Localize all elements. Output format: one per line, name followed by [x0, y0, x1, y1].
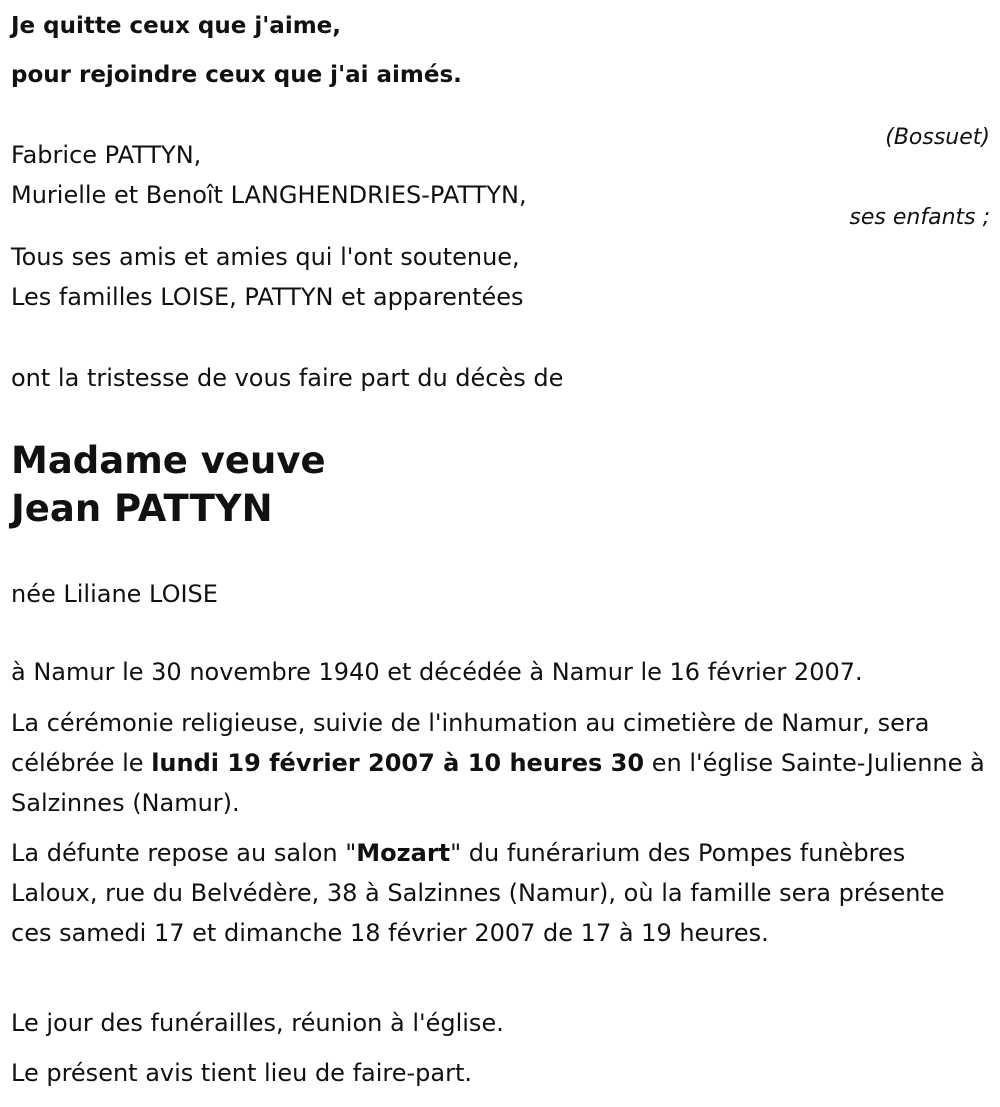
visitation-salon: Mozart — [356, 839, 451, 867]
ceremony-text-after: en l'église Sainte-Julienne à Salzinnes (Namur). — [11, 749, 985, 817]
children-line-2: Murielle et Benoît LANGHENDRIES-PATTYN, — [11, 181, 527, 209]
funeral-day-paragraph: Le jour des funérailles, réunion à l'église. — [11, 1009, 504, 1037]
children-line-1: Fabrice PATTYN, — [11, 141, 202, 169]
others-line-2: Les familles LOISE, PATTYN et apparentées — [11, 283, 524, 311]
ceremony-paragraph — [11, 703, 986, 823]
dates-paragraph: à Namur le 30 novembre 1940 et décédée à Namur le 16 février 2007. — [11, 658, 863, 686]
born-name: née Liliane LOISE — [11, 580, 218, 608]
others-line-1: Tous ses amis et amies qui l'ont soutenue, — [11, 243, 520, 271]
visitation-text-after: " du funérarium des Pompes funèbres Laloux, rue du Belvédère, 38 à Salzinnes (Namur), où la famille sera présente ces samedi 17 et dimanche 18 février 2007 de 17 à 19 heures. — [11, 839, 945, 947]
ceremony-datetime: lundi 19 février 2007 à 10 heures 30 — [151, 749, 645, 777]
visitation-paragraph — [11, 833, 986, 953]
deceased-title: Madame veuve — [11, 439, 326, 482]
epigraph-line-2: pour rejoindre ceux que j'ai aimés. — [11, 62, 462, 88]
notice-paragraph: Le présent avis tient lieu de faire-part. — [11, 1059, 473, 1087]
deceased-name: Jean PATTYN — [11, 487, 273, 530]
epigraph-line-1: Je quitte ceux que j'aime, — [11, 13, 342, 39]
announcement: ont la tristesse de vous faire part du décès de — [11, 364, 564, 392]
epigraph-attribution: (Bossuet) — [885, 125, 990, 150]
children-relation: ses enfants ; — [849, 205, 990, 230]
ceremony-text-before: La cérémonie religieuse, suivie de l'inhumation au cimetière de Namur, sera célébrée le — [11, 709, 930, 777]
visitation-text-before: La défunte repose au salon " — [11, 839, 357, 867]
